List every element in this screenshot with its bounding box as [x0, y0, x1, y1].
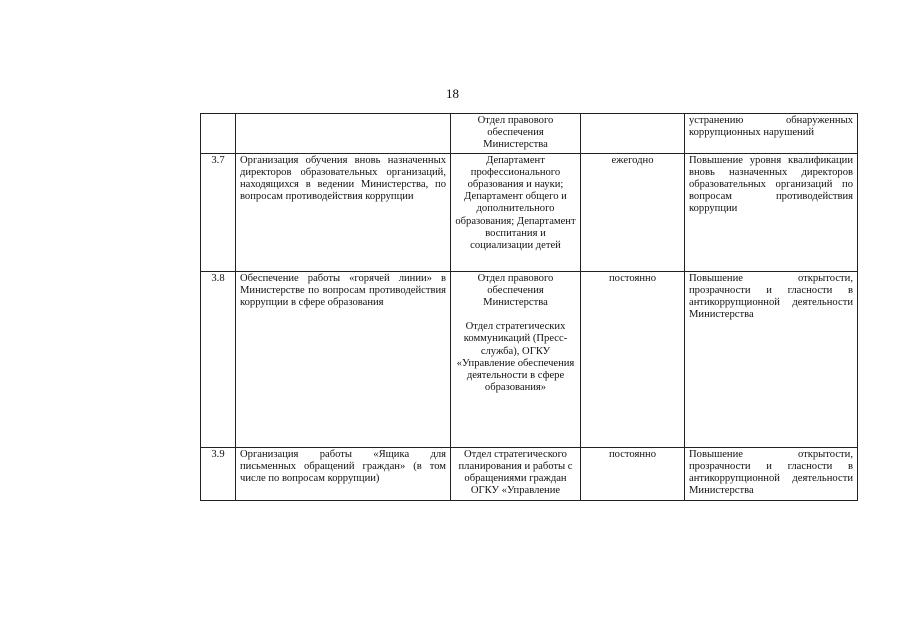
- row-number: 3.9: [201, 447, 236, 500]
- row-number: 3.8: [201, 271, 236, 447]
- deadline: постоянно: [581, 447, 685, 500]
- table-row: [201, 153, 858, 271]
- deadline: постоянно: [581, 271, 685, 447]
- executors-cell: [451, 447, 581, 500]
- page-number: 18: [446, 86, 459, 101]
- executor: Отдел стратегических коммуникаций (Пресс-служба), ОГКУ «Управление обеспечения деятельности в сфере образования»: [456, 321, 575, 394]
- executors-cell: [451, 114, 581, 154]
- deadline: ежегодно: [581, 153, 685, 271]
- executors-cell: [451, 271, 581, 447]
- row-number: 3.7: [201, 153, 236, 271]
- table-row: [201, 447, 858, 500]
- measure-description: [236, 114, 451, 154]
- executor: Отдел правового обеспечения Министерства: [477, 272, 554, 309]
- table-row: [201, 271, 858, 447]
- measures-table: [200, 113, 858, 501]
- executors-cell: [451, 153, 581, 271]
- measure-description: Организация работы «Ящика для письменных обращений граждан» (в том числе по вопросам коррупции): [236, 447, 451, 500]
- executor: Отдел правового обеспечения Министерства: [477, 115, 554, 151]
- executor: Департамент профессионального образования и науки; Департамент общего и дополнительного образования; Департамент воспитания и социализации детей: [455, 154, 576, 252]
- measure-description: Обеспечение работы «горячей линии» в Министерстве по вопросам противодействия коррупции в сфере образования: [236, 271, 451, 447]
- expected-result: устранению обнаруженных коррупционных нарушений: [685, 114, 858, 154]
- expected-result: Повышение открытости, прозрачности и гласности в антикоррупционной деятельности Министерства: [685, 271, 858, 447]
- table-row: [201, 114, 858, 154]
- deadline: [581, 114, 685, 154]
- row-number: [201, 114, 236, 154]
- measure-description: Организация обучения вновь назначенных директоров образовательных организаций, находящихся в ведении Министерства, по вопросам противодействия коррупции: [236, 153, 451, 271]
- expected-result: Повышение открытости, прозрачности и гласности в антикоррупционной деятельности Министерства: [685, 447, 858, 500]
- expected-result: Повышение уровня квалификации вновь назначенных директоров образовательных организаций по вопросам противодействия коррупции: [685, 153, 858, 271]
- executor: Отдел стратегического планирования и работы с обращениями граждан ОГКУ «Управление: [458, 448, 573, 497]
